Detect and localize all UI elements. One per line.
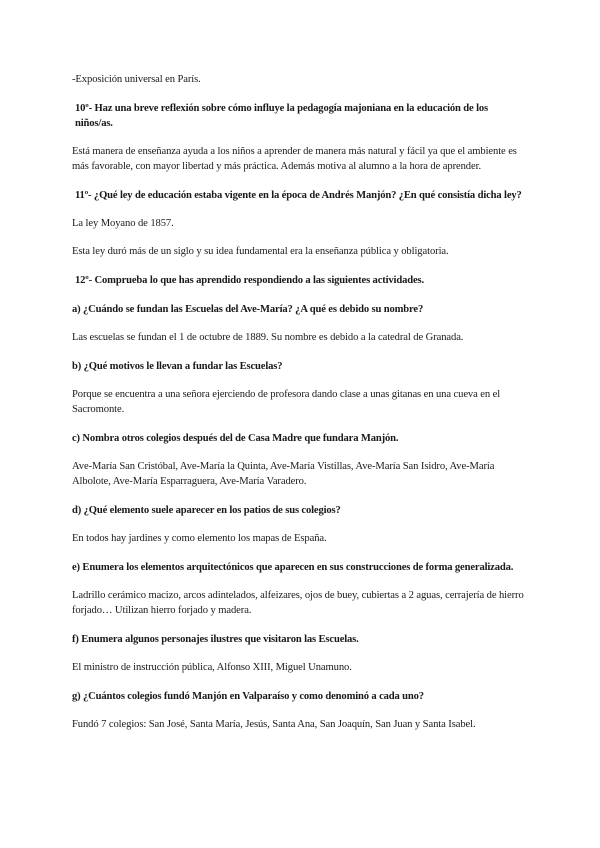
answer-12e: Ladrillo cerámico macizo, arcos adintelados, alfeizares, ojos de buey, cubiertas a 2 aguas, cerrajería de hierro forjado… Utilizan hierro forjado y madera. bbox=[72, 590, 524, 616]
question-12d: d) ¿Qué elemento suele aparecer en los patios de sus colegios? bbox=[72, 505, 341, 516]
document-page bbox=[72, 72, 528, 732]
answer-10: Está manera de enseñanza ayuda a los niños a aprender de manera más natural y fácil ya que el ambiente es más favorable, con mayor libertad y más práctica. Además motiva al alumno a la hora de aprender. bbox=[72, 146, 517, 172]
question-10: 10º- Haz una breve reflexión sobre cómo influye la pedagogía majoniana en la educación de los niños/as. bbox=[75, 103, 489, 129]
answer-12c: Ave-María San Cristóbal, Ave-María la Quinta, Ave-María Vistillas, Ave-María San Isidro, Ave-María Albolote, Ave-María Esparraguera, Ave-María Varadero. bbox=[72, 461, 495, 487]
answer-12f: El ministro de instrucción pública, Alfonso XIII, Miguel Unamuno. bbox=[72, 662, 352, 673]
question-12g: g) ¿Cuántos colegios fundó Manjón en Valparaíso y como denominó a cada uno? bbox=[72, 691, 424, 702]
answer-12d: En todos hay jardines y como elemento los mapas de España. bbox=[72, 533, 327, 544]
question-12a: a) ¿Cuándo se fundan las Escuelas del Ave-María? ¿A qué es debido su nombre? bbox=[72, 304, 424, 315]
answer-11-law: La ley Moyano de 1857. bbox=[72, 218, 174, 229]
question-12f: f) Enumera algunos personajes ilustres que visitaron las Escuelas. bbox=[72, 634, 359, 645]
answer-12b: Porque se encuentra a una señora ejerciendo de profesora dando clase a unas gitanas en una cueva en el Sacromonte. bbox=[72, 389, 501, 415]
answer-11-detail: Esta ley duró más de un siglo y su idea fundamental era la enseñanza pública y obligatoria. bbox=[72, 246, 449, 257]
question-12-heading: 12º- Comprueba lo que has aprendido respondiendo a las siguientes actividades. bbox=[75, 275, 425, 286]
answer-12g: Fundó 7 colegios: San José, Santa María, Jesús, Santa Ana, San Joaquín, San Juan y Santa Isabel. bbox=[72, 719, 476, 730]
intro-line: -Exposición universal en París. bbox=[72, 74, 201, 85]
question-11: 11º- ¿Qué ley de educación estaba vigente en la época de Andrés Manjón? ¿En qué consistía dicha ley? bbox=[75, 190, 522, 201]
question-12e: e) Enumera los elementos arquitectónicos que aparecen en sus construcciones de forma generalizada. bbox=[72, 562, 514, 573]
question-12b: b) ¿Qué motivos le llevan a fundar las Escuelas? bbox=[72, 361, 283, 372]
answer-12a: Las escuelas se fundan el 1 de octubre de 1889. Su nombre es debido a la catedral de Granada. bbox=[72, 332, 464, 343]
question-12c: c) Nombra otros colegios después del de Casa Madre que fundara Manjón. bbox=[72, 433, 399, 444]
